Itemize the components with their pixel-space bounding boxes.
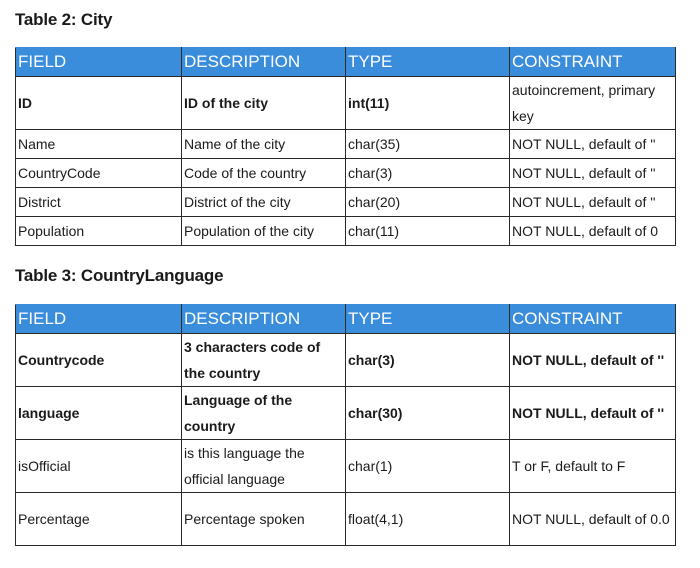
cell-type: int(11) — [346, 77, 510, 130]
cell-description: ID of the city — [182, 77, 346, 130]
cell-description: Percentage spoken — [182, 493, 346, 546]
table-row — [16, 188, 676, 217]
cell-constraint: NOT NULL, default of '' — [510, 159, 676, 188]
cell-type: float(4,1) — [346, 493, 510, 546]
table-row — [16, 387, 676, 440]
column-header-field: FIELD — [16, 48, 182, 77]
column-header-type: TYPE — [346, 48, 510, 77]
table-row — [16, 217, 676, 246]
cell-type: char(20) — [346, 188, 510, 217]
column-header-constraint: CONSTRAINT — [510, 48, 676, 77]
column-header-constraint: CONSTRAINT — [510, 305, 676, 334]
table-row — [16, 440, 676, 493]
cell-field: language — [16, 387, 182, 440]
cell-field: Population — [16, 217, 182, 246]
cell-description: Language of the country — [182, 387, 346, 440]
cell-description: District of the city — [182, 188, 346, 217]
column-header-description: DESCRIPTION — [182, 48, 346, 77]
cell-constraint: autoincrement, primary key — [510, 77, 676, 130]
table-row — [16, 130, 676, 159]
cell-type: char(35) — [346, 130, 510, 159]
table-row — [16, 334, 676, 387]
country-language-table — [15, 304, 676, 546]
cell-description: is this language the official language — [182, 440, 346, 493]
cell-type: char(30) — [346, 387, 510, 440]
cell-field: Percentage — [16, 493, 182, 546]
table-2-title: Table 2: City — [15, 10, 113, 29]
cell-type: char(1) — [346, 440, 510, 493]
table-3-title: Table 3: CountryLanguage — [15, 266, 224, 285]
cell-constraint: NOT NULL, default of '' — [510, 387, 676, 440]
cell-constraint: NOT NULL, default of 0 — [510, 217, 676, 246]
table-row — [16, 77, 676, 130]
cell-constraint: NOT NULL, default of '' — [510, 334, 676, 387]
city-table — [15, 47, 676, 246]
table-header-row — [16, 48, 676, 77]
cell-constraint: T or F, default to F — [510, 440, 676, 493]
table-row — [16, 159, 676, 188]
cell-type: char(3) — [346, 159, 510, 188]
column-header-field: FIELD — [16, 305, 182, 334]
cell-field: Countrycode — [16, 334, 182, 387]
cell-field: Name — [16, 130, 182, 159]
column-header-description: DESCRIPTION — [182, 305, 346, 334]
cell-type: char(3) — [346, 334, 510, 387]
cell-field: CountryCode — [16, 159, 182, 188]
cell-type: char(11) — [346, 217, 510, 246]
cell-constraint: NOT NULL, default of '' — [510, 188, 676, 217]
cell-description: Code of the country — [182, 159, 346, 188]
cell-constraint: NOT NULL, default of 0.0 — [510, 493, 676, 546]
cell-field: District — [16, 188, 182, 217]
table-header-row — [16, 305, 676, 334]
cell-description: Population of the city — [182, 217, 346, 246]
cell-field: ID — [16, 77, 182, 130]
cell-description: Name of the city — [182, 130, 346, 159]
cell-field: isOfficial — [16, 440, 182, 493]
table-row — [16, 493, 676, 546]
cell-constraint: NOT NULL, default of '' — [510, 130, 676, 159]
cell-description: 3 characters code of the country — [182, 334, 346, 387]
column-header-type: TYPE — [346, 305, 510, 334]
